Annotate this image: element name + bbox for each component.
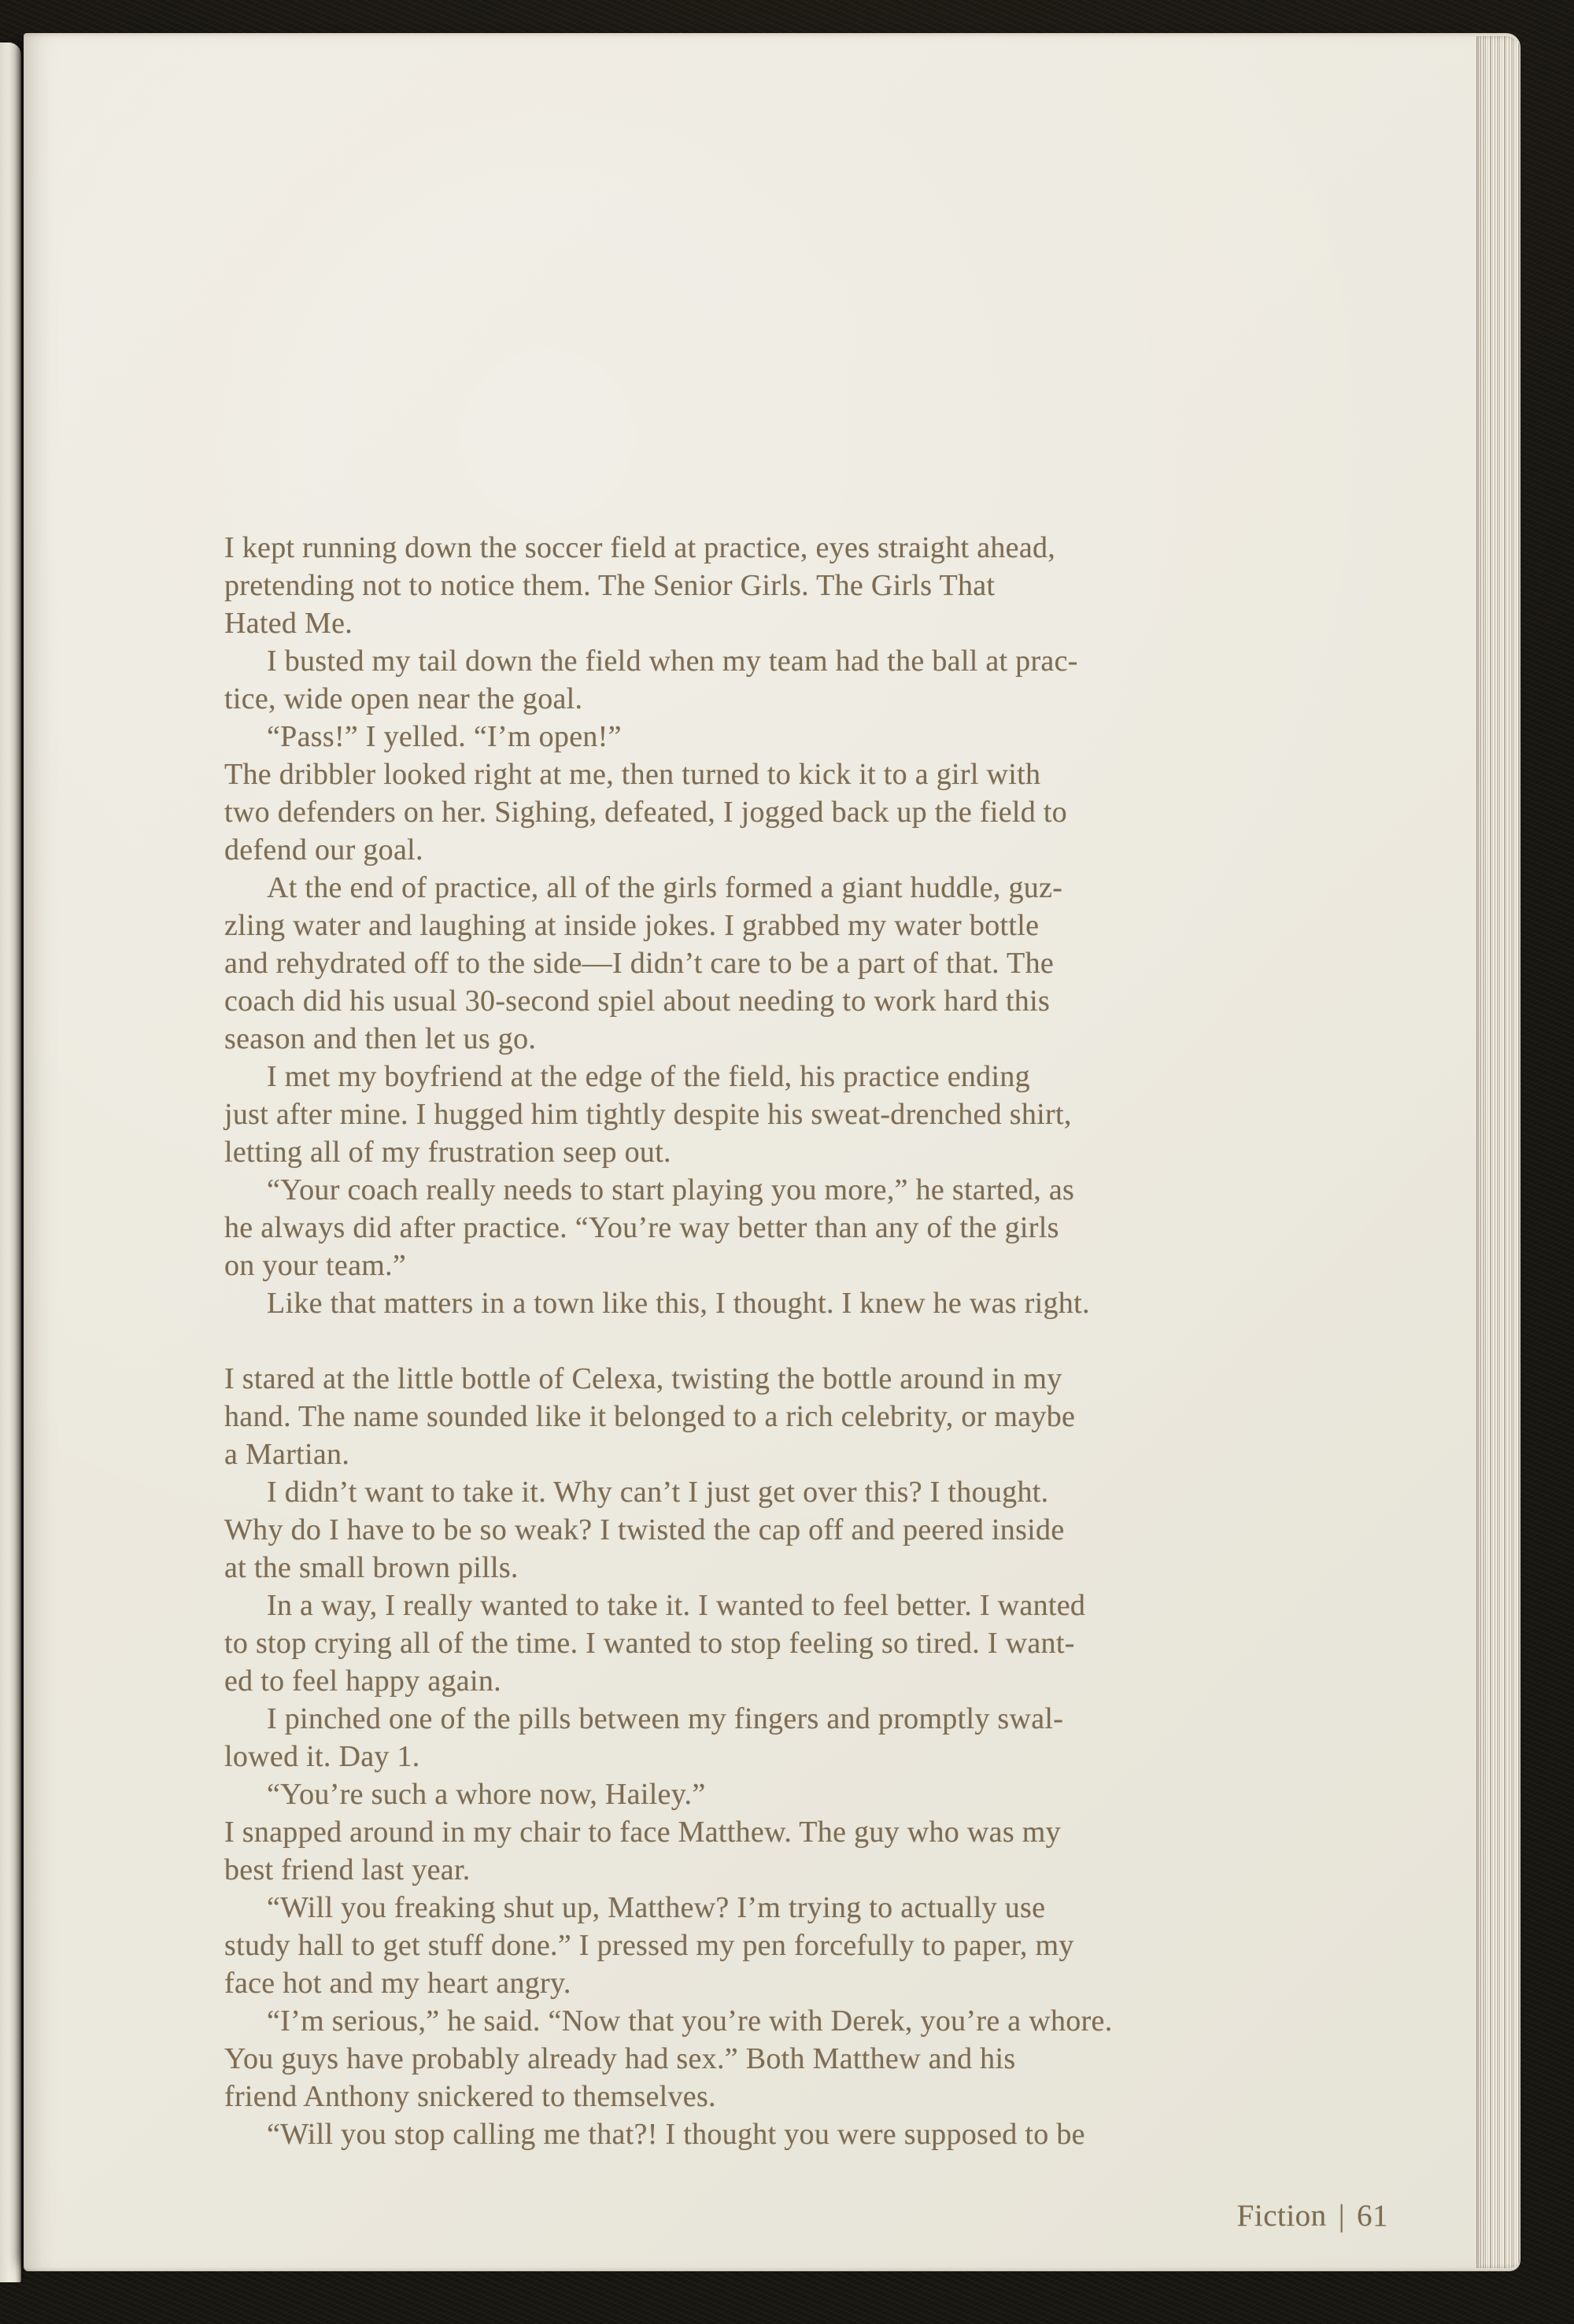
text-line: pretending not to notice them. The Senior Girls. The Girls That xyxy=(224,569,996,602)
text-line: The dribbler looked right at me, then turned to kick it to a girl with xyxy=(224,758,1041,791)
text-line: season and then let us go. xyxy=(224,1022,537,1055)
text-line: defend our goal. xyxy=(224,833,423,866)
text-line: “I’m serious,” he said. “Now that you’re with Derek, you’re a whore. xyxy=(267,2004,1113,2038)
footer-separator: | xyxy=(1338,2199,1345,2233)
paragraph xyxy=(224,1284,1302,1322)
text-line: zling water and laughing at inside jokes. I grabbed my water bottle xyxy=(224,909,1040,942)
paragraph xyxy=(224,1058,1302,1171)
text-line: lowed it. Day 1. xyxy=(224,1740,420,1773)
paragraph xyxy=(224,642,1302,718)
text-line: I pinched one of the pills between my fingers and promptly swal- xyxy=(267,1702,1064,1735)
text-line: “Pass!” I yelled. “I’m open!” xyxy=(267,720,622,753)
text-line: “Your coach really needs to start playing you more,” he started, as xyxy=(267,1173,1075,1206)
text-line: ed to feel happy again. xyxy=(224,1664,501,1698)
text-line: Like that matters in a town like this, I thought. I knew he was right. xyxy=(267,1287,1090,1320)
paragraph xyxy=(224,1360,1302,1473)
text-line: I stared at the little bottle of Celexa, twisting the bottle around in my xyxy=(224,1362,1062,1395)
story-text xyxy=(224,529,1302,2153)
text-line: on your team.” xyxy=(224,1249,407,1282)
text-line: he always did after practice. “You’re way better than any of the girls xyxy=(224,1211,1059,1244)
text-line: I met my boyfriend at the edge of the field, his practice ending xyxy=(267,1060,1030,1093)
paragraph xyxy=(224,869,1302,1058)
text-line: Hated Me. xyxy=(224,607,353,640)
text-line: study hall to get stuff done.” I pressed my pen forcefully to paper, my xyxy=(224,1929,1074,1962)
paragraph xyxy=(224,718,1302,756)
text-line: and rehydrated off to the side—I didn’t care to be a part of that. The xyxy=(224,947,1055,980)
text-line: You guys have probably already had sex.” Both Matthew and his xyxy=(224,2042,1016,2075)
paragraph xyxy=(224,1587,1302,1700)
text-line: to stop crying all of the time. I wanted to stop feeling so tired. I want- xyxy=(224,1627,1075,1660)
text-line: “You’re such a whore now, Hailey.” xyxy=(267,1778,706,1811)
text-line: best friend last year. xyxy=(224,1853,471,1886)
paragraph xyxy=(224,1775,1302,1813)
footer-section-label: Fiction xyxy=(1236,2199,1327,2233)
text-line: At the end of practice, all of the girls formed a giant huddle, guz- xyxy=(267,871,1063,904)
page-fore-edge xyxy=(1476,36,1520,2268)
paragraph xyxy=(224,756,1302,869)
text-line: face hot and my heart angry. xyxy=(224,1967,571,2000)
page-footer xyxy=(1237,2197,1388,2235)
text-line: just after mine. I hugged him tightly despite his sweat-drenched shirt, xyxy=(224,1098,1072,1131)
text-line: Why do I have to be so weak? I twisted the cap off and peered inside xyxy=(224,1513,1065,1546)
book-page xyxy=(24,33,1520,2271)
text-line: I snapped around in my chair to face Matthew. The guy who was my xyxy=(224,1816,1061,1849)
text-line: letting all of my frustration seep out. xyxy=(224,1136,671,1169)
text-line: two defenders on her. Sighing, defeated, I jogged back up the field to xyxy=(224,796,1067,829)
text-line: hand. The name sounded like it belonged to a rich celebrity, or maybe xyxy=(224,1400,1076,1433)
text-line: I didn’t want to take it. Why can’t I just get over this? I thought. xyxy=(267,1476,1049,1509)
text-line: In a way, I really wanted to take it. I wanted to feel better. I wanted xyxy=(267,1589,1086,1622)
text-line: I busted my tail down the field when my team had the ball at prac- xyxy=(267,645,1078,678)
paragraph xyxy=(224,529,1302,642)
paragraph xyxy=(224,2115,1302,2153)
paragraph xyxy=(224,1889,1302,2002)
text-line: tice, wide open near the goal. xyxy=(224,682,583,715)
paragraph xyxy=(224,1171,1302,1284)
text-line: at the small brown pills. xyxy=(224,1551,519,1584)
paragraph xyxy=(224,1473,1302,1587)
text-line: friend Anthony snickered to themselves. xyxy=(224,2080,716,2113)
text-line: I kept running down the soccer field at practice, eyes straight ahead, xyxy=(224,531,1056,564)
text-line: coach did his usual 30-second spiel about needing to work hard this xyxy=(224,985,1051,1018)
adjacent-page-edge xyxy=(0,42,21,2282)
paragraph xyxy=(224,1813,1302,1889)
text-line: a Martian. xyxy=(224,1438,350,1471)
text-line: “Will you freaking shut up, Matthew? I’m trying to actually use xyxy=(267,1891,1046,1924)
footer-page-number: 61 xyxy=(1357,2199,1388,2233)
text-line: “Will you stop calling me that?! I thought you were supposed to be xyxy=(267,2118,1085,2151)
paragraph xyxy=(224,1700,1302,1775)
paragraph xyxy=(224,2002,1302,2115)
